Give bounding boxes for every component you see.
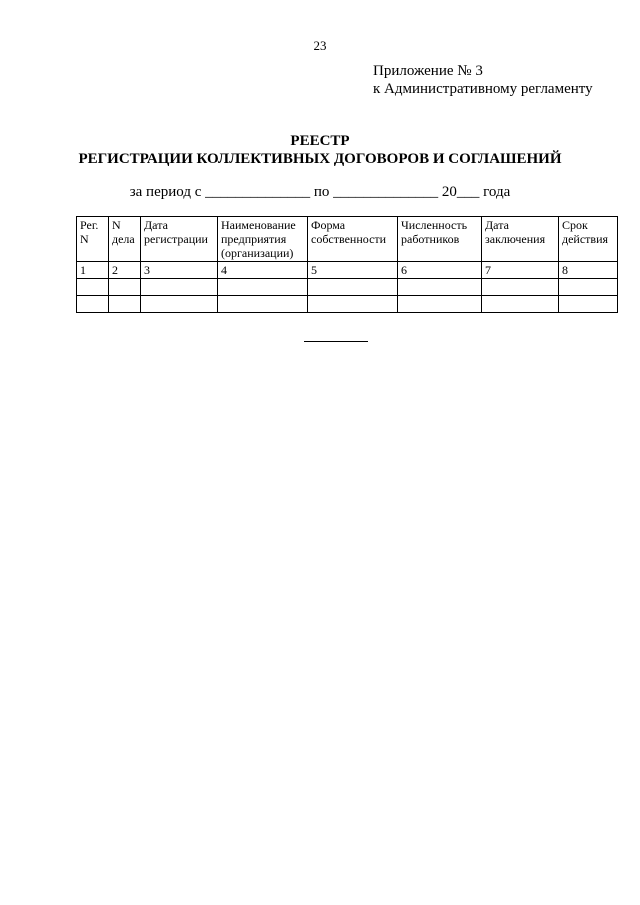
table-cell [482,296,559,313]
appendix-line-1: Приложение № 3 [373,63,483,79]
header-text: Наименование [221,218,296,232]
table-cell [109,296,141,313]
header-text: Дата [144,218,168,232]
header-reg-number [77,217,109,262]
document-title [0,132,640,168]
table-row-column-numbers [77,262,618,279]
table-cell [398,296,482,313]
header-text: собственности [311,232,387,246]
table-cell [77,296,109,313]
table-cell [308,296,398,313]
header-text: Численность [401,218,468,232]
header-text: Рег. [80,218,99,232]
table-cell [218,279,308,296]
appendix-line-2: к Административному регламенту [373,81,593,97]
document-title-line-1: РЕЕСТР [290,133,350,149]
table-cell [218,296,308,313]
table-cell [141,279,218,296]
table-cell: 3 [141,262,218,279]
table-cell: 2 [109,262,141,279]
table-cell [308,279,398,296]
header-case-number [109,217,141,262]
header-text: Срок [562,218,588,232]
page-number: 23 [313,38,327,53]
table-cell: 8 [559,262,618,279]
header-text: регистрации [144,232,208,246]
header-text: N [80,232,89,246]
table-cell [559,279,618,296]
header-conclusion-date [482,217,559,262]
header-text: Дата [485,218,509,232]
header-text: действия [562,232,609,246]
document-title-line-2: РЕГИСТРАЦИИ КОЛЛЕКТИВНЫХ ДОГОВОРОВ И СОГЛАШЕНИЙ [78,151,562,167]
table-cell [482,279,559,296]
table-row [77,296,618,313]
table-cell: 1 [77,262,109,279]
table-row [77,279,618,296]
table-cell [109,279,141,296]
header-text: N [112,218,121,232]
header-validity-period [559,217,618,262]
table-cell [559,296,618,313]
header-registration-date [141,217,218,262]
table-cell: 7 [482,262,559,279]
header-enterprise-name [218,217,308,262]
registry-table [76,216,618,313]
header-text: предприятия [221,232,287,246]
table-cell: 5 [308,262,398,279]
table-cell [77,279,109,296]
header-text: Форма [311,218,346,232]
header-ownership-form [308,217,398,262]
period-line: за период с ______________ по ______________ 20___ года [129,184,511,200]
table-cell [141,296,218,313]
header-employee-count [398,217,482,262]
table-cell [398,279,482,296]
header-text: (организации) [221,246,294,260]
header-text: работников [401,232,460,246]
footer-divider [304,341,368,342]
table-cell: 6 [398,262,482,279]
appendix-note [373,62,593,98]
registry-header-row [77,217,618,262]
table-cell: 4 [218,262,308,279]
header-text: заключения [485,232,546,246]
header-text: дела [112,232,135,246]
